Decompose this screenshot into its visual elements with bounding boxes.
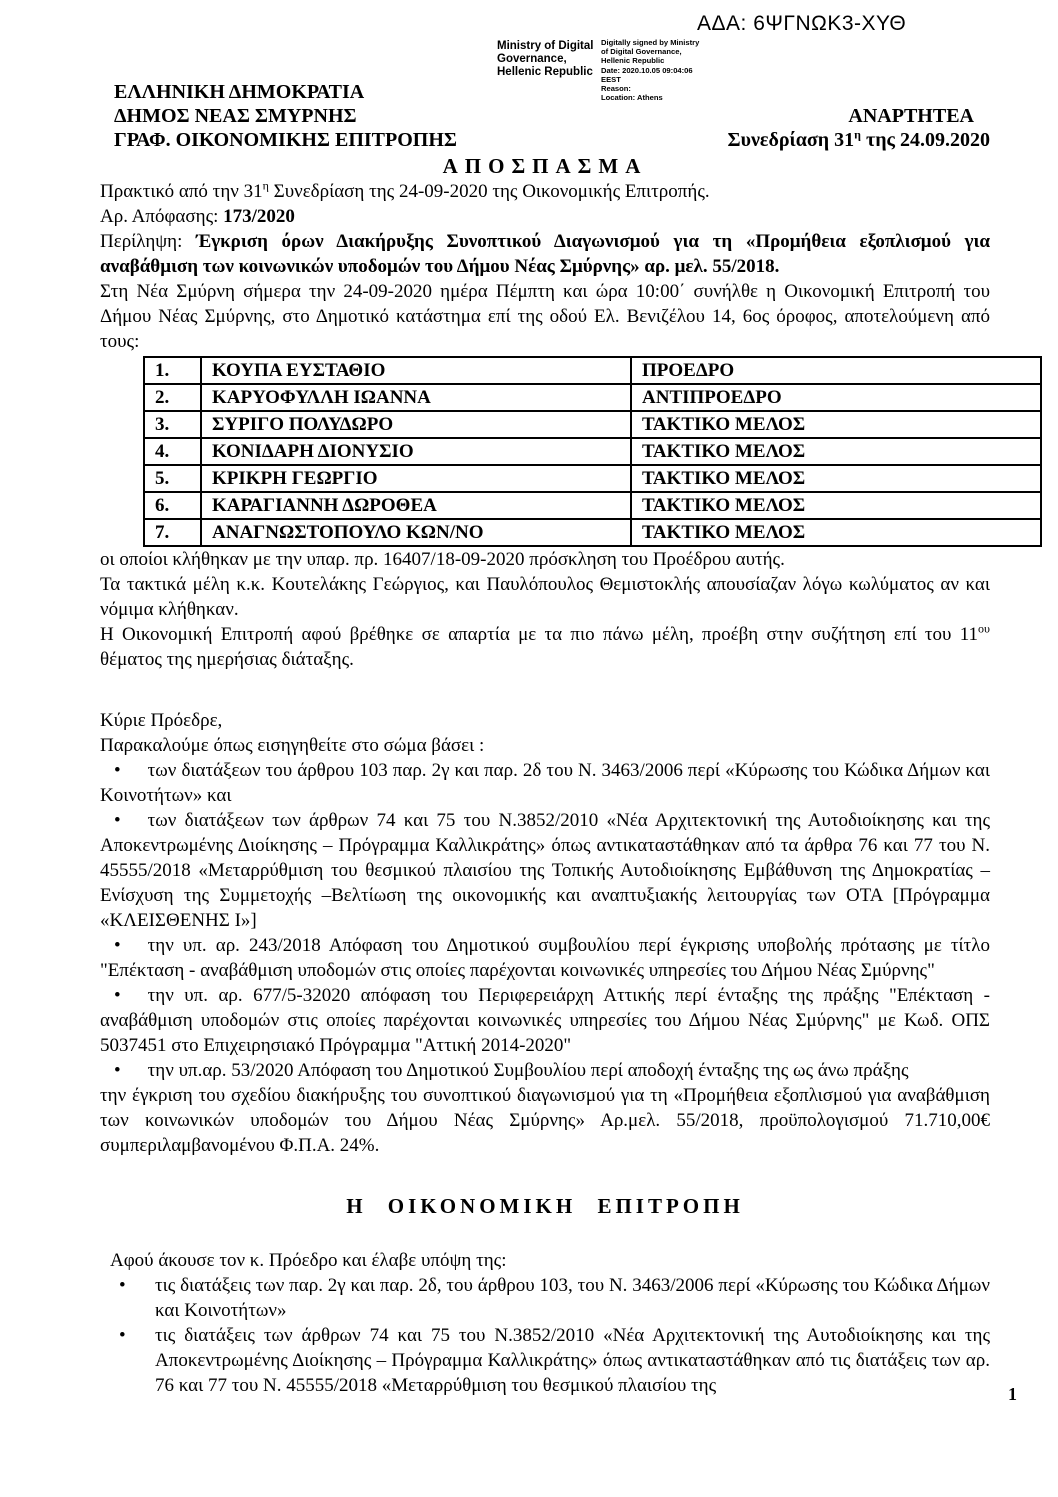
signature-line: Reason: [601, 84, 631, 94]
list-item [100, 1323, 990, 1398]
stamp-line: Governance, [497, 53, 567, 65]
table-row [144, 492, 1041, 519]
document-content [100, 0, 990, 1398]
page-number: 1 [1008, 1384, 1017, 1404]
signature-line: Digitally signed by Ministry [601, 38, 700, 47]
member-name: ΑΝΑΓΝΩΣΤΟΠΟΥΛΟ ΚΩΝ/ΝΟ [201, 519, 631, 546]
bullet-icon: • [114, 810, 121, 831]
member-role: ΤΑΚΤΙΚΟ ΜΕΛΟΣ [631, 411, 1041, 438]
list-item-text: των διατάξεων του άρθρου 103 παρ. 2γ και παρ. 2δ του Ν. 3463/2006 περί «Κύρωσης του Κώδικα Δήμων και Κοινοτήτων» και [100, 760, 990, 806]
list-item-text: την υπ. αρ. 243/2018 Απόφαση του Δημοτικού συμβουλίου περί έγκρισης υποβολής πρότασης με τίτλο "Επέκταση - αναβάθμιση υποδομών στις οποίες παρέχονται κοινωνικές υπηρεσίες του Δήμου Νέας Σμύρνης" [100, 935, 990, 981]
signature-line: Date: 2020.10.05 09:04:06 [601, 65, 693, 75]
summary-line [100, 229, 990, 279]
org-line-3: ΓΡΑΦ. ΟΙΚΟΝΟΜΙΚΗΣ ΕΠΙΤΡΟΠΗΣ [114, 129, 457, 151]
table-row [144, 357, 1041, 384]
list-item [100, 933, 990, 983]
member-number: 7. [144, 519, 201, 546]
letterhead-org [100, 80, 457, 152]
anartitea-label: ΑΝΑΡΤΗΤΕΑ [848, 105, 974, 127]
stamp-line: Hellenic Republic [497, 66, 593, 78]
letterhead [100, 80, 990, 152]
quorum-paragraph: Η Οικονομική Επιτροπή αφού βρέθηκε σε απαρτία με τα πιο πάνω μέλη, προέβη στην συζήτηση επί του $11^{o\upsilon}$ θέματος της ημερήσιας διάταξης. [100, 621, 990, 670]
signature-line: Hellenic Republic [601, 56, 665, 66]
member-number: 6. [144, 492, 201, 519]
member-name: ΚΑΡΑΓΙΑΝΝΗ ΔΩΡΟΘΕΑ [201, 492, 631, 519]
decision-label: Αρ. Απόφασης: [100, 206, 224, 227]
list-item [100, 1273, 990, 1323]
list-item [100, 758, 990, 808]
table-row [144, 519, 1041, 546]
bullet-icon: • [114, 1060, 121, 1081]
member-number: 3. [144, 411, 201, 438]
letterhead-right [728, 104, 990, 152]
member-number: 1. [144, 357, 201, 384]
decision-value: 173/2020 [223, 206, 295, 227]
list-item [100, 1058, 990, 1083]
member-role: ΠΡΟΕΔΡΟ [631, 357, 1041, 384]
member-role: ΤΑΚΤΙΚΟ ΜΕΛΟΣ [631, 465, 1041, 492]
list-item-text: τις διατάξεις των άρθρων 74 και 75 του Ν.3852/2010 «Νέα Αρχιτεκτονική της Αυτοδιοίκησης και της Αποκεντρωμένης Διοίκησης – Πρόγραμμα Καλλικράτης» όπως αντικαταστάθηκαν από τις διατάξεις των αρ. 76 και 77 του Ν. 45555/2018 «Μεταρρύθμιση του θεσμικού πλαισίου της [155, 1325, 990, 1396]
member-name: ΚΟΝΙΔΑΡΗ ΔΙΟΝΥΣΙΟ [201, 438, 631, 465]
bullet-icon: • [114, 935, 121, 956]
list-item [100, 808, 990, 933]
org-line-1: ΕΛΛΗΝΙΚΗ ΔΗΜΟΚΡΑΤΙΑ [114, 81, 365, 103]
member-number: 5. [144, 465, 201, 492]
absent-paragraph: Τα τακτικά μέλη κ.κ. Κουτελάκης Γεώργιος, και Παυλόπουλος Θεμιστοκλής απουσίαζαν λόγω κωλύματος αν και νόμιμα κλήθηκαν. [100, 574, 990, 620]
heard-line: Αφού άκουσε τον κ. Πρόεδρο και έλαβε υπόψη της: [110, 1250, 507, 1271]
decision-number-line [100, 204, 990, 229]
member-role: ΑΝΤΙΠΡΟΕΔΡΟ [631, 384, 1041, 411]
summary-text: Έγκριση όρων Διακήρυξης Συνοπτικού Διαγωνισμού για τη «Προμήθεια εξοπλισμού για αναβάθμιση των κοινωνικών υποδομών του Δήμου Νέας Σμύρνης» αρ. μελ. 55/2018. [100, 231, 990, 277]
document-title: ΑΠΟΣΠΑΣΜΑ [442, 154, 648, 178]
member-name: ΚΟΥΠΑ ΕΥΣΤΑΘΙΟ [201, 357, 631, 384]
table-row [144, 384, 1041, 411]
stamp-line: Ministry of Digital [497, 40, 594, 52]
session-date-line: Συνεδρίαση $31^\eta$ της 24.09.2020 [727, 127, 990, 151]
signature-line: Location: Athens [601, 93, 663, 103]
org-line-2: ΔΗΜΟΣ ΝΕΑΣ ΣΜΥΡΝΗΣ [114, 105, 357, 127]
called-paragraph: οι οποίοι κλήθηκαν με την υπαρ. πρ. 16407/18-09-2020 πρόσκληση του Προέδρου αυτής. [100, 549, 785, 570]
approval-paragraph: την έγκριση του σχεδίου διακήρυξης του συνοπτικού διαγωνισμού για τη «Προμήθεια εξοπλισμού για αναβάθμιση των κοινωνικών υποδομών του Δήμου Νέας Σμύρνης» Αρ.μελ. 55/2018, προϋπολογισμού 71.710,00€ συμπεριλαμβανομένου Φ.Π.Α. 24%. [100, 1085, 990, 1156]
member-name: ΚΡΙΚΡΗ ΓΕΩΡΓΙΟ [201, 465, 631, 492]
quorum-superscript: ου [978, 621, 990, 636]
bullet-icon: • [119, 1325, 126, 1346]
ada-code: ΑΔΑ: 6ΨΓΝΩΚ3-ΧΥΘ [697, 12, 907, 35]
signature-line: of Digital Governance, [601, 47, 682, 57]
meeting-paragraph: Στη Νέα Σμύρνη σήμερα την 24-09-2020 ημέρα Πέμπτη και ώρα 10:00΄ συνήλθε η Οικονομική Επιτροπή του Δήμου Νέας Σμύρνης, στο Δημοτικό κατάστημα επί της οδού Ελ. Βενιζέλου 14, 6ος όροφος, αποτελούμενη από τους: [100, 281, 990, 352]
bullet-icon: • [114, 985, 121, 1006]
praktiko-superscript: η [262, 178, 269, 193]
list-item-text: την υπ.αρ. 53/2020 Απόφαση του Δημοτικού Συμβουλίου περί αποδοχή ένταξης της ως άνω πράξης [147, 1060, 909, 1081]
table-row [144, 465, 1041, 492]
salutation-line: Κύριε Πρόεδρε, [100, 710, 223, 731]
praktiko-line: Πρακτικό από την $31^\eta$ Συνεδρίαση της 24-09-2020 της Οικονομικής Επιτροπής. [100, 178, 710, 202]
table-row [144, 438, 1041, 465]
signature-line: EEST [601, 74, 621, 84]
request-line: Παρακαλούμε όπως εισηγηθείτε στο σώμα βάσει : [100, 735, 485, 756]
bullet-icon: • [119, 1275, 126, 1296]
committee-heading: Η ΟΙΚΟΝΟΜΙΚΗ ΕΠΙΤΡΟΠΗ [346, 1194, 744, 1218]
list-item-text: των διατάξεων των άρθρων 74 και 75 του Ν.3852/2010 «Νέα Αρχιτεκτονική της Αυτοδιοίκησης και της Αποκεντρωμένης Διοίκησης – Πρόγραμμα Καλλικράτης» όπως αντικαταστάθηκαν από τα άρθρα 76 και 77 του Ν. 45555/2018 «Μεταρρύθμιση του θεσμικού πλαισίου της Τοπικής Αυτοδιοίκησης Εμβάθυνση της Δημοκρατίας – Ενίσχυση της Συμμετοχής –Βελτίωση της οικονομικής και αναπτυξιακής λειτουργίας των ΟΤΑ [Πρόγραμμα «ΚΛΕΙΣΘΕΝΗΣ Ι»] [100, 810, 990, 931]
table-row [144, 411, 1041, 438]
member-role: ΤΑΚΤΙΚΟ ΜΕΛΟΣ [631, 438, 1041, 465]
member-role: ΤΑΚΤΙΚΟ ΜΕΛΟΣ [631, 519, 1041, 546]
session-superscript: η [854, 127, 861, 142]
list-item-text: την υπ. αρ. 677/5-32020 απόφαση του Περιφερειάρχη Αττικής περί ένταξης της πράξης "Επέκταση - αναβάθμιση υποδομών στις οποίες παρέχονται κοινωνικές υπηρεσίες του Δήμου Νέας Σμύρνης" με Κωδ. ΟΠΣ 5037451 στο Επιχειρησιακό Πρόγραμμα "Αττική 2014-2020" [100, 985, 990, 1056]
list-item-text: τις διατάξεις των παρ. 2γ και παρ. 2δ, του άρθρου 103, του Ν. 3463/2006 περί «Κύρωσης του Κώδικα Δήμων και Κοινοτήτων» [155, 1275, 990, 1321]
member-name: ΚΑΡΥΟΦΥΛΛΗ ΙΩΑΝΝΑ [201, 384, 631, 411]
bullet-icon: • [114, 760, 121, 781]
member-name: ΣΥΡΙΓΟ ΠΟΛΥΔΩΡΟ [201, 411, 631, 438]
spacer [100, 672, 990, 708]
summary-label: Περίληψη: [100, 231, 197, 252]
members-table [143, 356, 1042, 547]
member-number: 4. [144, 438, 201, 465]
member-role: ΤΑΚΤΙΚΟ ΜΕΛΟΣ [631, 492, 1041, 519]
member-number: 2. [144, 384, 201, 411]
list-item [100, 983, 990, 1058]
